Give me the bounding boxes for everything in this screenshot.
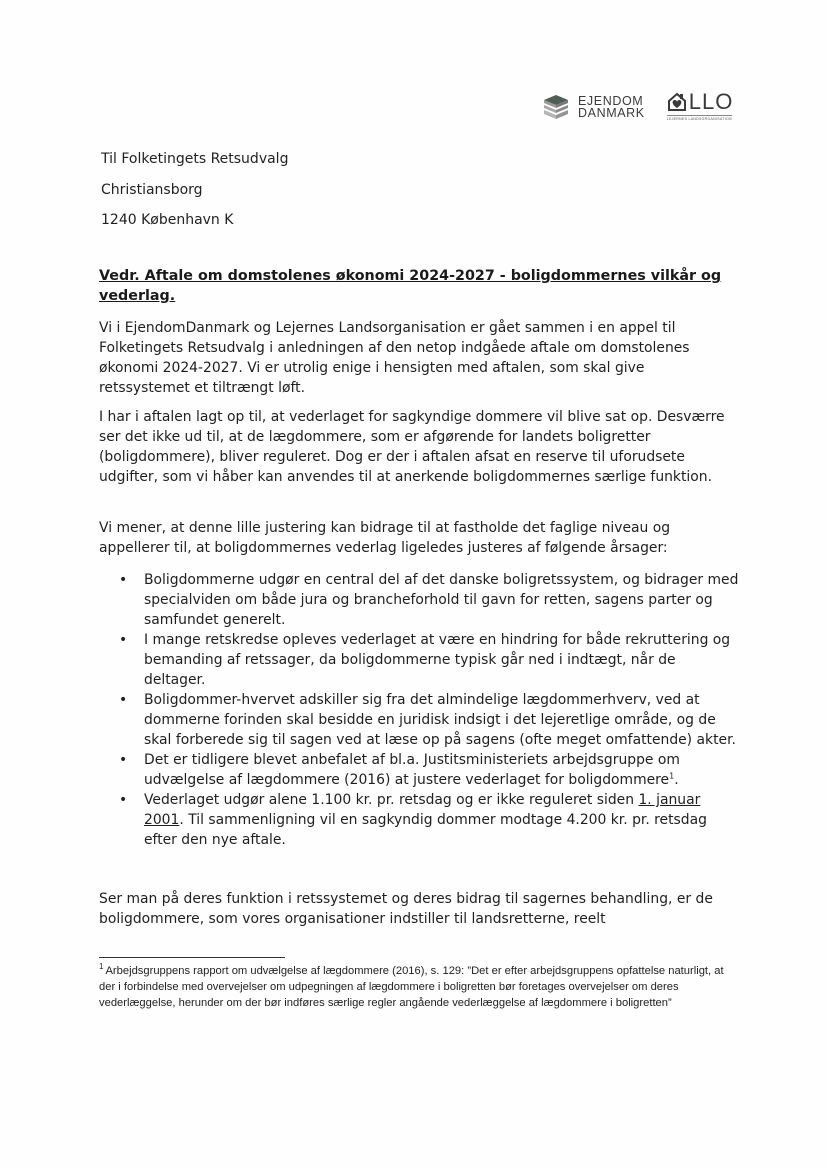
ejendom-danmark-logo [542, 94, 645, 120]
list-item: • Vederlaget udgør alene 1.100 kr. pr. retsdag og er ikke reguleret siden 1. januar 2001. Til sammenligning vil en sagkyndig dommer modtage 4.200 kr. pr. retsdag efter den nye aftale. [119, 792, 707, 848]
recipient-address [101, 144, 288, 236]
bullet-icon: • [119, 572, 128, 588]
logo-text-line2: DANMARK [578, 105, 645, 120]
footnote [99, 963, 739, 1012]
footnote-reference[interactable]: 1 [669, 771, 675, 781]
list-item: • Boligdommerne udgør en central del af det danske boligretssystem, og bidrager med specialviden om både jura og brancheforhold til gavn for retten, sagens parter og samfundet generelt. [119, 572, 739, 628]
address-line-2: Christiansborg [101, 181, 203, 198]
address-line-1: Til Folketingets Retsudvalg [101, 151, 289, 167]
bullet-icon: • [119, 792, 128, 808]
paragraph-agreement: I har i aftalen lagt op til, at vederlaget for sagkyndige dommere vil blive sat op. Desværre ser det ikke ud til, at de lægdommere, som er afgørende for landets boligretter (boligdommere), bliver reguleret. Dog er der i aftalen afsat en reserve til uforudsete udgifter, som vi håber kan anvendes til at anerkende boligdommernes særlige funktion. [99, 409, 725, 485]
footnote-text: Arbejdsgruppens rapport om udvælgelse af lægdommere (2016), s. 129: ”Det er efter arbejdsgruppens opfattelse naturligt, at der i forbindelse med overvejelser om udpegningen af lægdommere i boligretten bør foretages overvejelser om deres vederlæggelse, herunder om der bør indføres særlige regler angående vederlæggelse af lægdommere i boligretten” [99, 965, 724, 1010]
paragraph-function: Ser man på deres funktion i retssystemet og deres bidrag til sagernes behandling, er de boligdommere, som vores organisationer indstiller til landsretterne, reelt [99, 891, 713, 927]
llo-subtitle: LEJERNES LANDSORGANISATION [666, 117, 732, 121]
header-logos [542, 89, 734, 121]
stacked-layers-icon [542, 94, 570, 120]
house-heart-icon [667, 92, 687, 112]
bullet-icon: • [119, 752, 128, 768]
llo-logo [666, 89, 734, 121]
address-line-3: 1240 København K [101, 212, 234, 228]
list-item: • I mange retskredse opleves vederlaget at være en hindring for både rekruttering og bemanding af retssager, da boligdommerne typisk går ned i indtægt, når de deltager. [119, 632, 731, 688]
footnote-number: 1 [99, 962, 104, 972]
underlined-date: 1. januar 2001 [144, 792, 701, 828]
footnote-divider [99, 957, 285, 958]
bullet-icon: • [119, 692, 128, 708]
paragraph-intro: Vi i EjendomDanmark og Lejernes Landsorganisation er gået sammen i en appel til Folketingets Retsudvalg i anledningen af den netop indgåede aftale om domstolenes økonomi 2024-2027. Vi er utrolig enige i hensigten med aftalen, som skal give retssystemet et tiltrængt løft. [99, 320, 690, 396]
llo-text: LLO [688, 89, 734, 114]
paragraph-reasons-intro: Vi mener, at denne lille justering kan bidrage til at fastholde det faglige niveau og appellerer til, at boligdommernes vederlag ligeledes justeres af følgende årsager: [99, 520, 671, 556]
list-item: • Det er tidligere blevet anbefalet af bl.a. Justitsministeriets arbejdsgruppe om udvælgelse af lægdommere (2016) at justere vederlaget for boligdommere$^1$. [119, 752, 680, 788]
reasons-list [99, 570, 739, 850]
list-item: • Boligdommer-hvervet adskiller sig fra det almindelige lægdommerhverv, ved at dommerne forinden skal besidde en juridisk indsigt i det lejeretlige område, og de skal forberede sig til sagen ved at læse op på sagens (ofte meget omfattende) akter. [119, 692, 736, 748]
logo-text-line1: EJENDOM [578, 93, 644, 108]
subject-heading: Vedr. Aftale om domstolenes økonomi 2024-2027 - boligdommernes vilkår og vederlag. [99, 268, 722, 304]
bullet-icon: • [119, 632, 128, 648]
